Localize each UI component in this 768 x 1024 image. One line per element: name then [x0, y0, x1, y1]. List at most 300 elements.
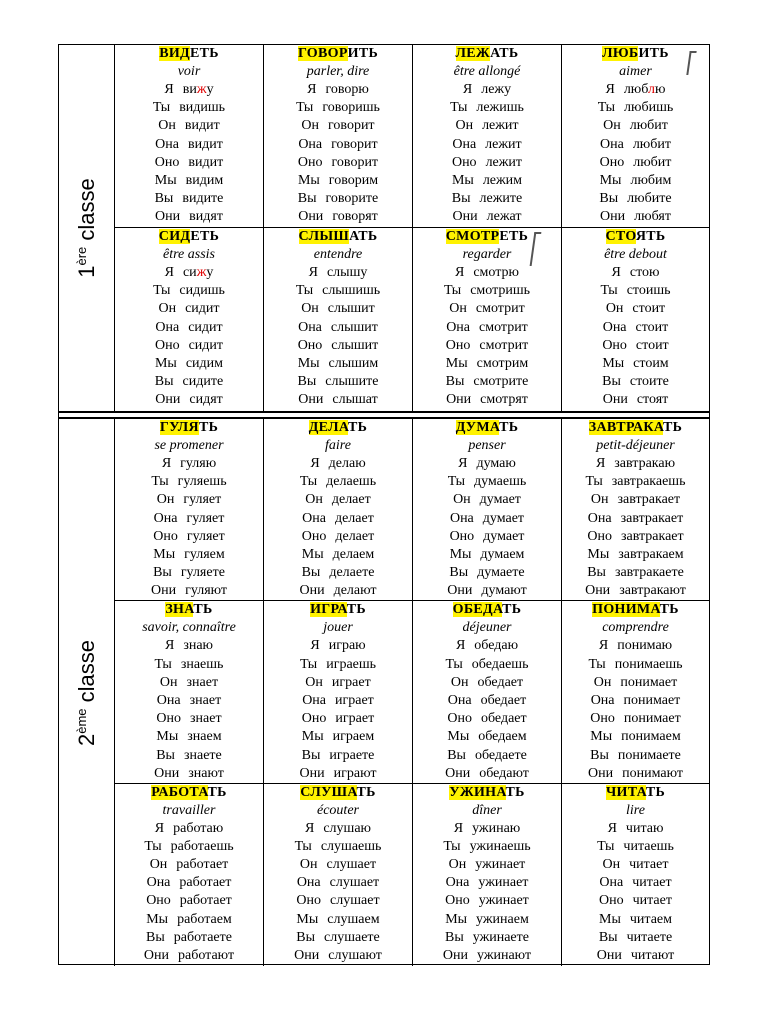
verb-form	[472, 657, 529, 672]
pronoun: Он	[450, 674, 469, 690]
verb-form-part: гуляешь	[177, 474, 227, 490]
pronoun: Ты	[299, 474, 318, 490]
verb-form-part: сидит	[185, 301, 220, 317]
pronoun: Мы	[445, 356, 468, 372]
verb-form	[615, 565, 684, 580]
verb-translation: dîner	[472, 802, 502, 818]
pronoun: Он	[449, 301, 467, 317]
conjugation-row	[562, 99, 709, 117]
pronoun: Ты	[588, 656, 606, 672]
conjugation-row	[264, 337, 412, 355]
conjugation-row	[413, 892, 561, 910]
conjugation-row	[115, 136, 263, 154]
verb-form	[327, 265, 367, 280]
verb-ending: ИТЬ	[638, 46, 669, 61]
verb-form	[332, 392, 377, 407]
pronoun: Оно	[297, 154, 323, 170]
conjugation-row	[562, 337, 709, 355]
verb-form-part: гуляет	[186, 528, 225, 544]
conjugation-row	[562, 820, 709, 838]
pronoun: Оно	[599, 154, 625, 170]
conjugation-row	[413, 491, 561, 509]
verb-cell	[115, 784, 264, 966]
verb-form	[189, 209, 223, 224]
verb-form-part: обедает	[480, 692, 527, 708]
pronoun: Они	[298, 392, 324, 408]
verb-form-part: смотрите	[473, 374, 529, 390]
pronoun: Вы	[590, 747, 609, 763]
pronoun: Мы	[156, 729, 179, 745]
verb-translation: être assis	[163, 247, 215, 262]
verb-form-part: знаете	[183, 747, 222, 763]
verb-form	[470, 283, 530, 298]
conjugation-row	[115, 710, 263, 728]
conjugation-row	[562, 136, 709, 154]
verb-form	[619, 583, 686, 598]
verb-form-part: ю	[655, 82, 666, 97]
verb-form	[621, 511, 684, 526]
verb-stem-highlight: СТО	[605, 229, 636, 244]
pronoun: Ты	[597, 838, 615, 854]
verb-form-part: понимаем	[621, 729, 681, 745]
conjugation-row	[413, 99, 561, 117]
verb-form-part: понимает	[623, 692, 681, 708]
verb-form-part: делает	[335, 528, 375, 544]
conjugation-row	[264, 929, 412, 947]
conjugation-row	[115, 546, 263, 564]
verb-form	[633, 893, 672, 908]
verb-form-part: слушает	[329, 875, 380, 891]
verb-form-part: стоит	[635, 337, 669, 353]
verb-form-part: лежит	[482, 118, 519, 134]
pronoun: Оно	[445, 893, 470, 909]
verb-infinitive	[562, 228, 709, 246]
pronoun: Мы	[449, 547, 472, 563]
conjugation-row	[413, 282, 561, 300]
verb-ending: ЕТЬ	[189, 46, 219, 61]
verb-form	[482, 118, 518, 133]
label-number: 1	[74, 265, 100, 278]
verb-form-part: думаем	[480, 547, 525, 563]
verb-form	[617, 492, 680, 507]
pronoun: Оно	[602, 337, 627, 353]
verb-form	[629, 857, 668, 872]
verb-stem-highlight: ЛЕЖ	[455, 46, 491, 61]
conjugation-row	[413, 355, 561, 373]
conjugation-row	[115, 282, 263, 300]
pronoun: Ты	[299, 656, 318, 672]
pronoun: Он	[158, 301, 177, 317]
conjugation-row	[264, 856, 412, 874]
verb-grid	[115, 45, 709, 411]
verb-form	[181, 565, 225, 580]
pronoun: Мы	[602, 356, 625, 372]
pronoun: Она	[302, 510, 326, 526]
verb-form	[326, 191, 379, 206]
verb-form-part: у	[206, 265, 214, 280]
verb-form	[478, 729, 526, 744]
verb-cell	[413, 45, 562, 228]
verb-form-part: любит	[633, 154, 672, 170]
pronoun: Вы	[451, 191, 471, 207]
verb-ending: ТЬ	[198, 420, 219, 435]
verb-form-part: слышите	[325, 374, 379, 390]
verb-form-part: говорит	[331, 154, 379, 170]
verb-form	[331, 320, 378, 335]
pronoun: Оно	[301, 711, 327, 727]
pronoun: Он	[305, 674, 323, 690]
conjugation-row	[115, 455, 263, 473]
verb-form	[183, 638, 213, 653]
pronoun: Оно	[447, 711, 472, 727]
conjugation-row	[264, 391, 412, 409]
pronoun: Я	[310, 638, 320, 654]
pronoun: Вы	[154, 191, 174, 207]
conjugation-row	[264, 208, 412, 226]
pronoun: Она	[447, 692, 472, 708]
conjugation-row	[562, 528, 709, 546]
verb-form-part: говорит	[331, 136, 378, 152]
verb-form-part: думаю	[476, 456, 516, 471]
verb-form-part: играем	[332, 729, 375, 745]
verb-form-part: работаете	[173, 929, 232, 945]
conjugation-row	[413, 264, 561, 282]
pronoun: Они	[602, 392, 628, 408]
verb-stem-highlight: СМОТР	[445, 229, 500, 244]
pronoun: Они	[150, 583, 177, 599]
pronoun: Вы	[301, 747, 321, 763]
verb-form-part: работаем	[177, 911, 232, 927]
verb-stem-highlight: ДЕЛА	[308, 420, 349, 435]
verb-form-part: читаю	[625, 820, 664, 836]
verb-form-part: гуляют	[185, 583, 228, 599]
pronoun: Они	[155, 209, 181, 225]
verb-translation: se promener	[154, 438, 224, 453]
verb-form-part: люб	[623, 82, 649, 97]
verb-form-part: завтракаешь	[611, 474, 686, 490]
pronoun: Вы	[587, 565, 606, 581]
verb-form-part: сидите	[182, 374, 224, 390]
verb-translation: être debout	[604, 247, 667, 262]
conjugation-row	[562, 172, 709, 190]
pronoun: Мы	[154, 356, 177, 372]
label-number: 2	[74, 733, 100, 746]
verb-form-part: ужинает	[478, 893, 529, 909]
conjugation-row	[562, 190, 709, 208]
conjugation-row	[115, 856, 263, 874]
verb-cell	[562, 419, 709, 601]
pronoun: Он	[301, 301, 319, 317]
verb-form	[173, 821, 223, 836]
pronoun: Вы	[449, 565, 469, 581]
verb-form	[187, 675, 219, 690]
verb-form-part: ви	[182, 82, 197, 97]
verb-cell	[264, 784, 413, 966]
verb-form-part: слышат	[332, 392, 378, 408]
pronoun: Вы	[447, 747, 466, 763]
pronoun: Оно	[587, 528, 612, 544]
pronoun: Я	[310, 456, 320, 471]
conjugation-row	[413, 564, 561, 582]
conjugation-row	[264, 674, 412, 692]
verb-form	[481, 693, 527, 708]
verb-ending: ТЬ	[663, 420, 683, 435]
pronoun: Ты	[294, 838, 312, 854]
verb-form-part: стоят	[636, 392, 669, 408]
verb-form	[323, 821, 371, 836]
verb-form	[326, 474, 376, 489]
verb-stem-highlight: СЛЫШ	[298, 229, 350, 244]
pronoun: Я	[607, 820, 617, 836]
conjugation-row	[115, 947, 263, 965]
pronoun: Оно	[301, 528, 327, 544]
verb-form	[186, 356, 223, 371]
verb-form	[633, 356, 669, 371]
pronoun: Он	[605, 301, 624, 317]
verb-ending: ТЬ	[645, 784, 666, 800]
verb-ending: ТЬ	[346, 602, 366, 618]
pronoun: Я	[161, 456, 172, 471]
pronoun: Я	[595, 456, 606, 471]
verb-cell	[264, 419, 413, 601]
pronoun: Она	[302, 692, 327, 708]
verb-form	[636, 338, 669, 353]
verb-form	[479, 893, 529, 908]
verb-form-part: любите	[627, 191, 672, 207]
conjugation-row	[115, 765, 263, 783]
conjugation-row	[115, 154, 263, 172]
verb-form-part: стою	[629, 265, 660, 280]
verb-form	[322, 100, 380, 115]
conjugation-row	[264, 947, 412, 965]
verb-form	[327, 912, 379, 927]
conjugation-row	[115, 337, 263, 355]
conjugation-row	[264, 473, 412, 491]
pronoun: Оно	[156, 711, 182, 727]
verb-form-part: сидит	[188, 319, 223, 335]
conjugation-row	[562, 747, 709, 765]
conjugation-row	[562, 637, 709, 655]
verb-form-part: читаем	[629, 911, 672, 927]
conjugation-row	[264, 911, 412, 929]
verb-ending: АТЬ	[490, 46, 519, 61]
verb-translation: travailler	[162, 802, 216, 818]
conjugation-row	[562, 911, 709, 929]
verb-stem-highlight: ГУЛЯ	[159, 420, 199, 435]
conjugation-row	[562, 892, 709, 910]
irregular-letter: ж	[196, 265, 207, 280]
pronoun: Вы	[598, 929, 618, 945]
pronoun: Я	[154, 820, 165, 836]
verb-form-part: читает	[629, 857, 669, 873]
conjugation-row	[115, 491, 263, 509]
pronoun: Вы	[301, 565, 321, 581]
verb-cell	[115, 45, 264, 228]
verb-form-part: ужинает	[475, 857, 526, 873]
verb-cell	[413, 419, 562, 601]
verb-form-part: ужинаю	[472, 820, 521, 836]
verb-form-part: лежит	[485, 154, 523, 170]
pronoun: Ты	[597, 100, 616, 116]
verb-form	[325, 82, 368, 97]
verb-form-part: работает	[179, 893, 232, 909]
verb-form	[322, 283, 380, 298]
pronoun: Она	[445, 875, 470, 891]
verb-infinitive	[115, 419, 263, 437]
verb-form-part: сидит	[188, 337, 224, 353]
verb-form-part: слышит	[330, 319, 378, 335]
conjugation-row	[413, 637, 561, 655]
pronoun: Мы	[590, 729, 613, 745]
pronoun: Вы	[297, 374, 317, 390]
conjugation-row	[413, 856, 561, 874]
verb-infinitive	[562, 419, 709, 437]
verb-form-part: читают	[630, 948, 675, 964]
pronoun: Я	[462, 82, 473, 97]
verb-form	[334, 766, 377, 781]
verb-form	[333, 547, 375, 562]
conjugation-row	[115, 208, 263, 226]
conjugation-row	[264, 117, 412, 135]
pronoun: Я	[458, 456, 468, 471]
verb-form-part: смотрим	[476, 356, 529, 372]
verb-form	[190, 693, 222, 708]
conjugation-row	[115, 747, 263, 765]
verb-form	[184, 547, 225, 562]
verb-form-part: понимаю	[617, 638, 673, 654]
verb-form	[470, 839, 531, 854]
verb-infinitive	[264, 45, 412, 63]
conjugation-row	[413, 765, 561, 783]
conjugation-row	[115, 874, 263, 892]
verb-form	[187, 729, 221, 744]
verb-form	[630, 374, 669, 389]
conjugation-row	[562, 874, 709, 892]
pronoun: Ты	[296, 100, 314, 116]
verb-ending: ЕТЬ	[499, 229, 529, 244]
verb-translation: parler, dire	[306, 64, 370, 79]
pronoun: Они	[447, 583, 473, 599]
conjugation-row	[562, 582, 709, 600]
conjugation-row	[413, 911, 561, 929]
verb-form-part: понимает	[623, 711, 681, 727]
conjugation-row	[115, 892, 263, 910]
section-second-class	[59, 417, 709, 966]
verb-form	[176, 857, 228, 872]
conjugation-row	[264, 136, 412, 154]
verb-form	[480, 392, 528, 407]
pronoun: Она	[298, 136, 323, 152]
pronoun: Я	[453, 820, 464, 836]
verb-form	[335, 693, 374, 708]
verb-form-part: знают	[188, 765, 224, 781]
conjugation-row	[413, 337, 561, 355]
conjugation-row	[413, 838, 561, 856]
pronoun: Оно	[590, 711, 615, 727]
conjugation-row	[562, 319, 709, 337]
verb-cell	[562, 228, 709, 411]
verb-form	[617, 638, 672, 653]
verb-form-part: знает	[186, 674, 219, 690]
verb-form-part: знаем	[187, 729, 222, 745]
pronoun: Он	[299, 857, 318, 873]
pronoun: Мы	[447, 729, 470, 745]
verb-form-part: завтракает	[617, 492, 681, 508]
pronoun: Они	[155, 392, 181, 408]
verb-form	[188, 766, 224, 781]
verb-form	[184, 748, 222, 763]
verb-form-part: смотришь	[470, 283, 531, 299]
verb-form-part: думает	[479, 492, 521, 508]
verb-form	[630, 118, 668, 133]
verb-form-part: любят	[634, 209, 671, 225]
verb-form-part: гуляем	[184, 547, 225, 563]
pronoun: Вы	[154, 374, 174, 390]
pronoun: Он	[603, 118, 621, 134]
conjugation-row	[562, 710, 709, 728]
label-superscript: ème	[73, 707, 89, 734]
verb-form	[183, 265, 213, 280]
verb-form-part: завтракает	[620, 528, 684, 544]
pronoun: Мы	[599, 173, 622, 189]
pronoun: Они	[294, 948, 320, 964]
verb-form	[335, 529, 374, 544]
verb-infinitive	[562, 601, 709, 619]
verb-form	[185, 301, 219, 316]
verb-form-part: любит	[632, 136, 671, 152]
verb-form	[618, 748, 681, 763]
verb-form	[328, 301, 375, 316]
verb-form	[188, 320, 222, 335]
pronoun: Вы	[445, 374, 465, 390]
pronoun: Они	[588, 765, 614, 781]
verb-translation: entendre	[313, 247, 363, 262]
pronoun: Он	[156, 492, 175, 508]
verb-form-part: думаете	[477, 565, 525, 581]
conjugation-row	[562, 491, 709, 509]
conjugation-row	[413, 692, 561, 710]
verb-form	[330, 875, 380, 890]
conjugation-row	[413, 929, 561, 947]
pronoun: Ты	[295, 283, 314, 299]
verb-form	[618, 547, 683, 562]
verb-form-part: видят	[189, 209, 223, 225]
conjugation-row	[264, 528, 412, 546]
verb-cell	[413, 601, 562, 783]
conjugation-row	[413, 473, 561, 491]
verb-form-part: говоришь	[322, 100, 380, 116]
verb-cell	[264, 45, 413, 228]
pronoun: Они	[596, 948, 622, 964]
verb-form	[624, 100, 673, 115]
conjugation-row	[413, 117, 561, 135]
pronoun: Она	[599, 875, 624, 891]
verb-form-part: гуляет	[183, 492, 222, 508]
verb-form	[477, 356, 529, 371]
conjugation-row	[562, 674, 709, 692]
verb-form	[624, 693, 681, 708]
verb-ending: ИТЬ	[347, 46, 379, 61]
verb-form	[476, 456, 515, 471]
verb-form	[627, 191, 671, 206]
verb-form	[178, 474, 227, 489]
verb-form-part: сидишь	[179, 283, 225, 299]
conjugation-row	[562, 929, 709, 947]
conjugation-row	[264, 838, 412, 856]
verb-form	[179, 100, 225, 115]
verb-form	[620, 675, 677, 690]
pronoun: Он	[149, 857, 168, 873]
